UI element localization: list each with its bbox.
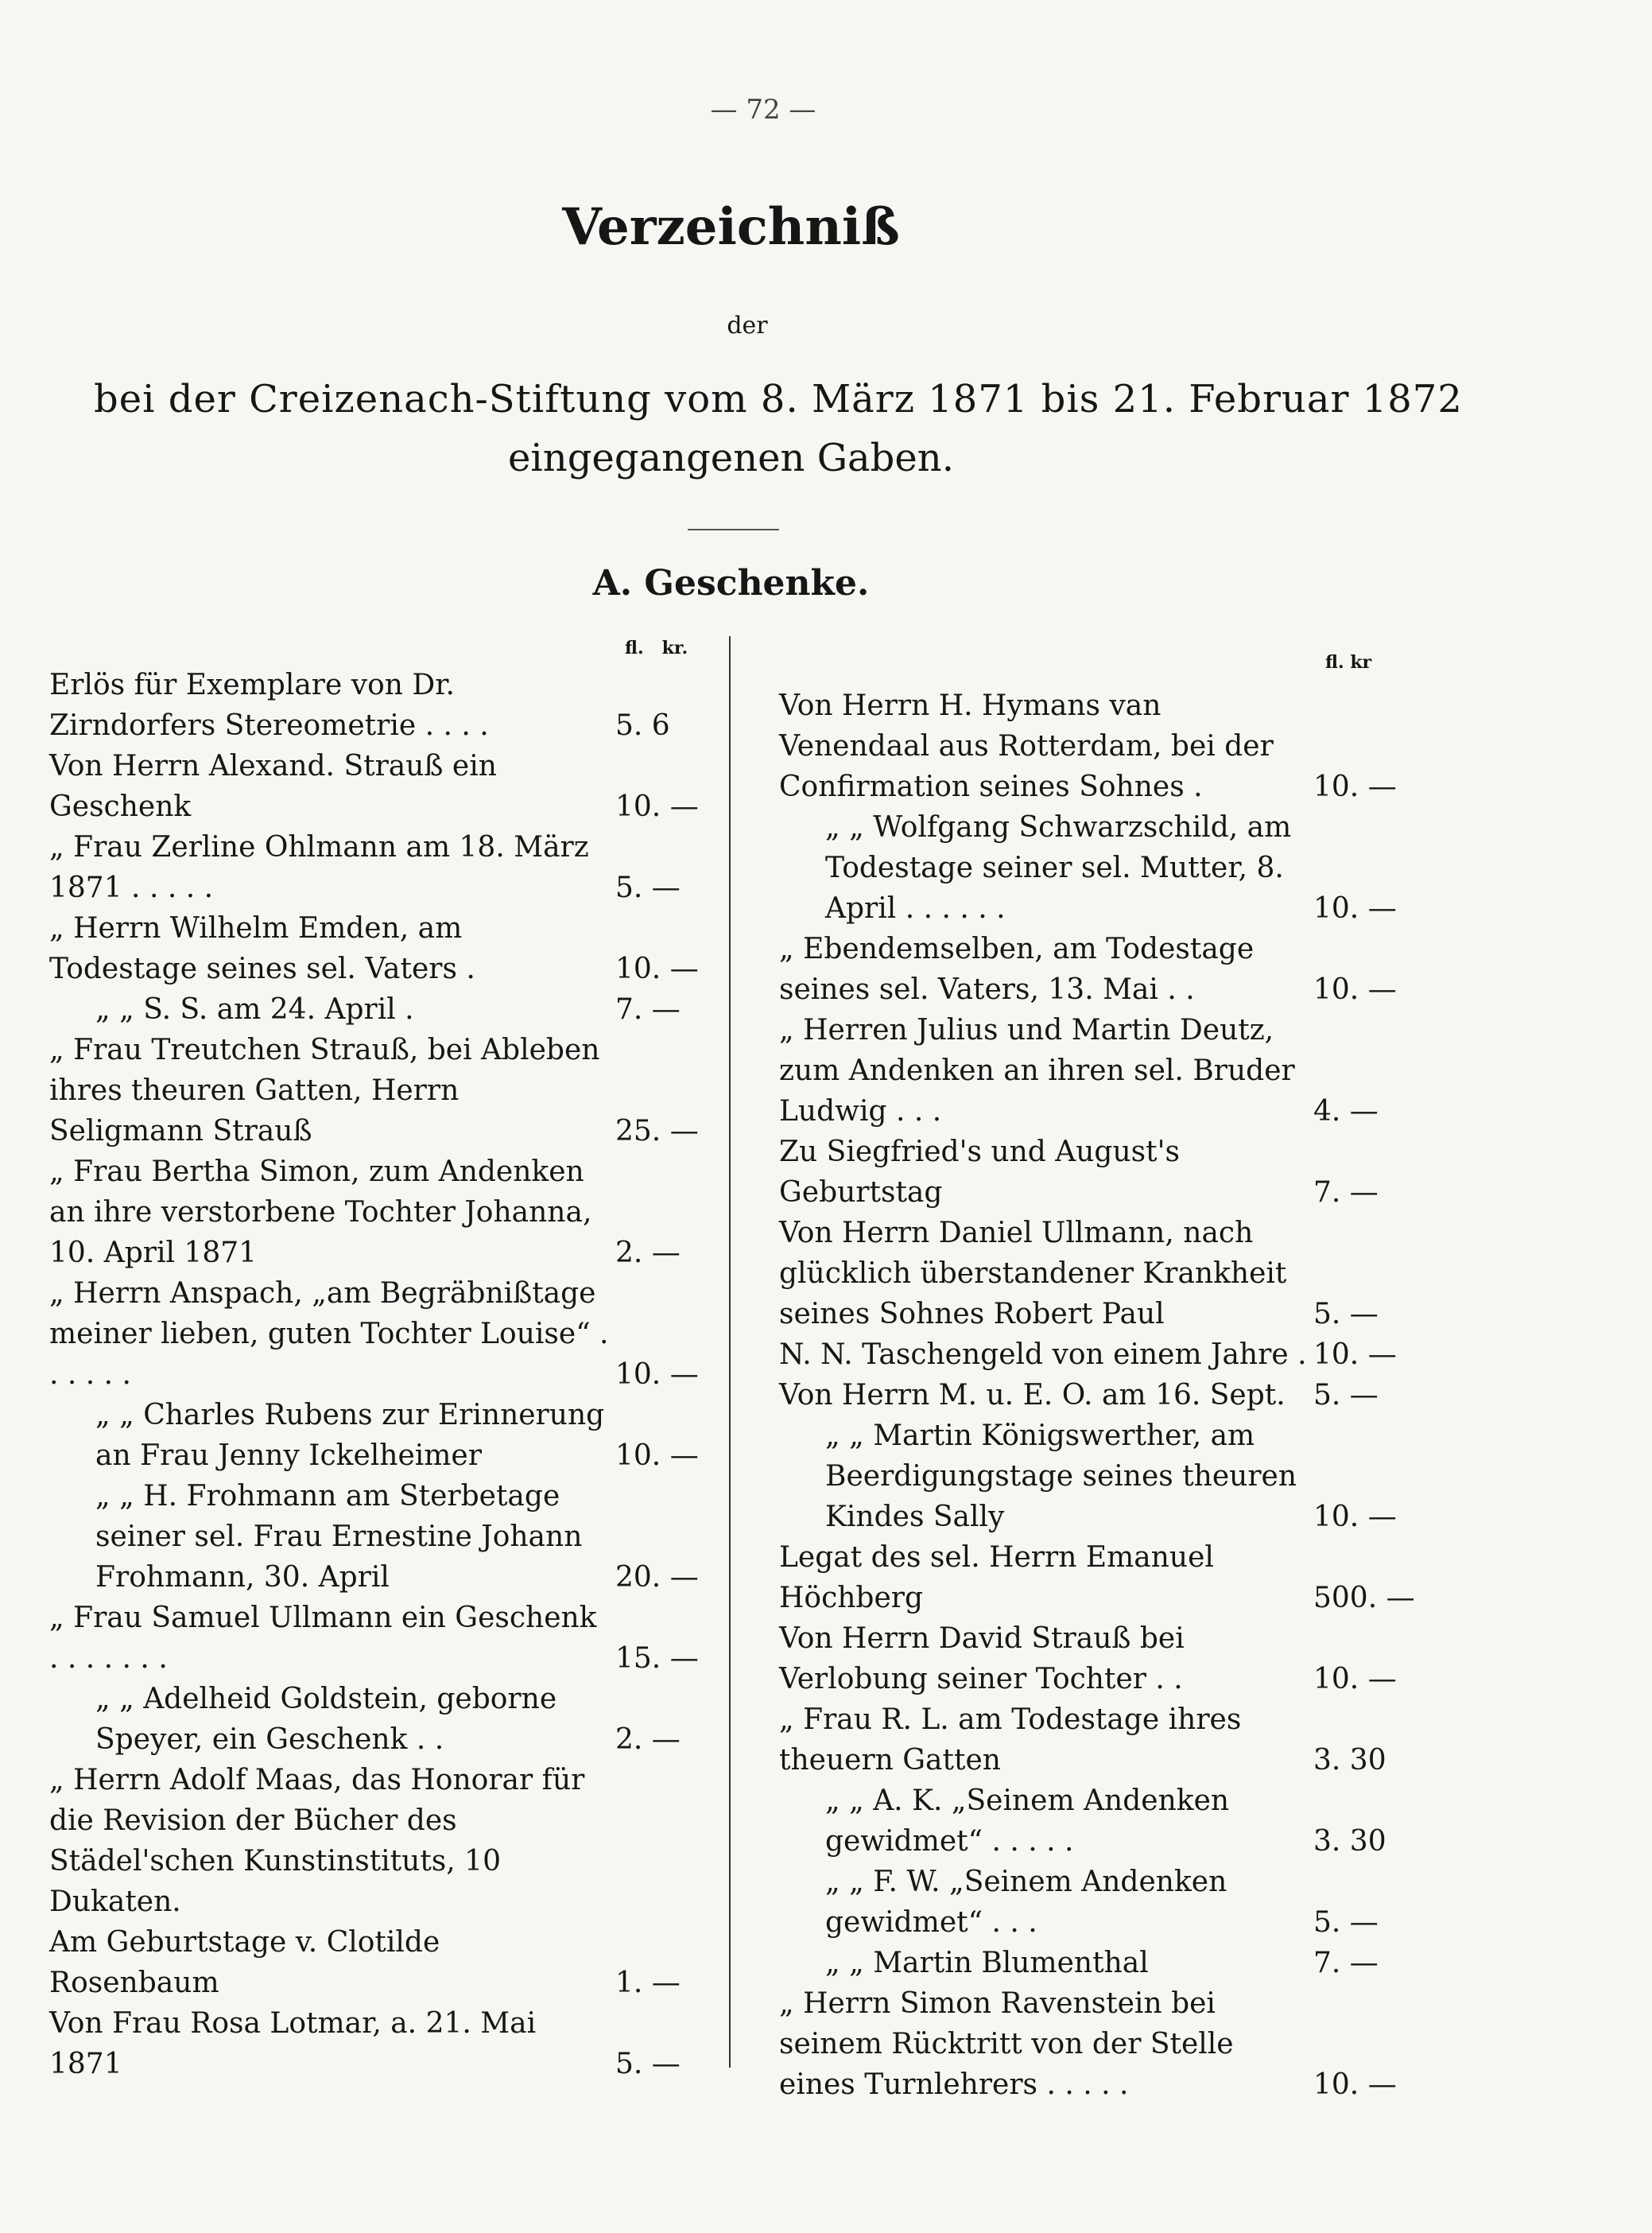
donation-text: „ Frau R. L. am Todestage ihres theuern Gatten: [779, 1703, 1242, 1777]
donation-entry: [779, 685, 1399, 807]
donation-entry: [779, 1983, 1399, 2105]
donation-text: Von Herrn Alexand. Strauß ein Geschenk: [49, 750, 497, 823]
donation-text: „ „ Martin Blumenthal: [825, 1947, 1149, 1979]
donation-text: „ „ Charles Rubens zur Erinnerung an Frau Jenny Ickelheimer: [95, 1399, 605, 1472]
donation-entry: [49, 1151, 701, 1273]
donation-text: „ Frau Samuel Ullmann ein Geschenk . . . . . . .: [49, 1602, 597, 1675]
donation-amount: 10. —: [1313, 2068, 1397, 2101]
donation-text: „ Herrn Adolf Maas, das Honorar für die Revision der Bücher des Städel'schen Kunstinstituts, 10 Dukaten.: [49, 1764, 585, 1918]
title-divider: [688, 529, 779, 530]
donation-text: Von Herrn M. u. E. O. am 16. Sept.: [779, 1379, 1286, 1412]
donation-entry: [49, 2003, 701, 2084]
donation-amount: 500. —: [1313, 1582, 1415, 1614]
donation-entry: [49, 746, 701, 827]
donation-entry: [779, 1334, 1399, 1375]
donation-entry: [779, 1862, 1399, 1943]
donation-text: „ „ Wolfgang Schwarzschild, am Todestage seiner sel. Mutter, 8. April . . . . . .: [825, 811, 1292, 925]
donation-amount: 10. —: [615, 790, 699, 823]
donation-entry: [49, 1395, 701, 1476]
donation-amount: 10. —: [1313, 1338, 1397, 1371]
right-column-donations: [779, 685, 1415, 2105]
donation-entry: [779, 1537, 1415, 1618]
donation-amount: 20. —: [615, 1561, 699, 1594]
donation-text: Am Geburtstage v. Clotilde Rosenbaum: [49, 1926, 440, 1999]
donation-amount: 4. —: [1313, 1095, 1379, 1128]
donation-amount: 10. —: [615, 953, 699, 985]
donation-text: Von Frau Rosa Lotmar, a. 21. Mai 1871: [49, 2007, 537, 2080]
donation-text: Von Herrn Daniel Ullmann, nach glücklich überstandener Krankheit seines Sohnes Robert Paul: [779, 1217, 1287, 1330]
donation-entry: [49, 1476, 701, 1598]
donation-amount: 3. 30: [1313, 1825, 1386, 1858]
donation-entry: [49, 989, 701, 1030]
donation-amount: 5. —: [1313, 1379, 1379, 1412]
donation-text: „ Ebendemselben, am Todestage seines sel. Vaters, 13. Mai . .: [779, 933, 1255, 1006]
donation-amount: 2. —: [615, 1237, 681, 1269]
donation-entry: [49, 1922, 701, 2003]
donation-entry: [779, 1943, 1399, 1983]
donation-entry: [779, 1375, 1399, 1416]
donation-text: „ „ Martin Königswerther, am Beerdigungstage seines theuren Kindes Sally: [825, 1419, 1297, 1533]
donation-entry: [779, 1618, 1399, 1699]
donation-text: Zu Siegfried's und August's Geburtstag: [779, 1136, 1180, 1209]
donation-text: Von Herrn David Strauß bei Verlobung seiner Tochter . .: [779, 1622, 1185, 1695]
page-title: Verzeichniß: [562, 197, 900, 257]
donation-text: „ „ S. S. am 24. April .: [95, 993, 414, 1026]
donation-amount: 3. 30: [1313, 1744, 1386, 1777]
donation-entry: [49, 1598, 701, 1679]
donation-amount: 1. —: [615, 1967, 681, 1999]
left-currency-units: [625, 638, 688, 658]
donation-text: „ „ Adelheid Goldstein, geborne Speyer, ein Geschenk . .: [95, 1683, 557, 1756]
page-number: — 72 —: [710, 94, 816, 126]
donation-entry: [779, 1010, 1399, 1132]
donation-entry: [779, 1699, 1399, 1781]
donation-entry: [779, 929, 1399, 1010]
donation-text: „ Herrn Wilhelm Emden, am Todestage seines sel. Vaters .: [49, 912, 475, 985]
donation-amount: 5. —: [1313, 1906, 1379, 1939]
donation-text: Legat des sel. Herrn Emanuel Höchberg: [779, 1541, 1214, 1614]
donation-amount: 10. —: [615, 1358, 699, 1391]
donation-entry: [779, 1132, 1399, 1213]
donation-amount: 10. —: [1313, 1501, 1397, 1533]
donation-amount: 15. —: [615, 1642, 699, 1675]
left-column-donations: [49, 665, 701, 2084]
donation-amount: 10. —: [1313, 973, 1397, 1006]
donation-amount: 5. —: [615, 872, 681, 904]
donation-entry: [49, 827, 701, 908]
donation-amount: 7. —: [1313, 1947, 1379, 1979]
donation-text: „ Herren Julius und Martin Deutz, zum Andenken an ihren sel. Bruder Ludwig . . .: [779, 1014, 1295, 1128]
donation-entry: [779, 807, 1399, 929]
donation-entry: [49, 1273, 701, 1395]
donation-text: „ „ H. Frohmann am Sterbetage seiner sel. Frau Ernestine Johann Frohmann, 30. April: [95, 1480, 583, 1594]
donation-text: Von Herrn H. Hymans van Venendaal aus Rotterdam, bei der Confirmation seines Sohnes .: [779, 689, 1274, 803]
donation-text: „ „ A. K. „Seinem Andenken gewidmet“ . . . . .: [825, 1784, 1230, 1858]
donation-text: Erlös für Exemplare von Dr. Zirndorfers Stereometrie . . . .: [49, 669, 489, 742]
donation-amount: 7. —: [1313, 1176, 1379, 1209]
donation-amount: 2. —: [615, 1723, 681, 1756]
donation-entry: [49, 908, 701, 989]
donation-entry: [49, 1760, 701, 1922]
donation-amount: 10. —: [1313, 771, 1397, 803]
unit-kr: kr.: [661, 638, 688, 658]
right-currency-units: fl. kr: [1325, 652, 1372, 673]
column-divider: [729, 636, 731, 2068]
donation-amount: 5. 6: [615, 709, 670, 742]
donation-entry: [49, 665, 701, 746]
donation-text: „ Herrn Simon Ravenstein bei seinem Rücktritt von der Stelle eines Turnlehrers . . . . .: [779, 1987, 1234, 2101]
donation-amount: 10. —: [1313, 1663, 1397, 1695]
donation-amount: 10. —: [615, 1439, 699, 1472]
donation-amount: 25. —: [615, 1115, 699, 1148]
title-connector: der: [727, 312, 768, 340]
donation-entry: [779, 1213, 1399, 1334]
donation-amount: 5. —: [615, 2048, 681, 2080]
donation-entry: [779, 1781, 1399, 1862]
donation-amount: 7. —: [615, 993, 681, 1026]
donation-entry: [779, 1416, 1399, 1537]
unit-fl: fl.: [625, 638, 644, 658]
donation-amount: 5. —: [1313, 1298, 1379, 1330]
donation-entry: [49, 1679, 701, 1760]
subtitle-line-1: bei der Creizenach-Stiftung vom 8. März 1871 bis 21. Februar 1872: [94, 377, 1463, 421]
donation-text: „ Frau Treutchen Strauß, bei Ableben ihres theuren Gatten, Herrn Seligmann Strauß: [49, 1034, 600, 1148]
donation-text: „ Herrn Anspach, „am Begräbnißtage meiner lieben, guten Tochter Louise“ . . . . . .: [49, 1277, 609, 1391]
donation-text: „ Frau Zerline Ohlmann am 18. März 1871 . . . . .: [49, 831, 589, 904]
donation-entry: [49, 1030, 701, 1151]
subtitle-line-2: eingegangenen Gaben.: [508, 436, 954, 480]
donation-text: N. N. Taschengeld von einem Jahre .: [779, 1338, 1307, 1371]
section-heading: A. Geschenke.: [592, 563, 870, 604]
donation-text: „ Frau Bertha Simon, zum Andenken an ihre verstorbene Tochter Johanna, 10. April 1871: [49, 1155, 592, 1269]
donation-text: „ „ F. W. „Seinem Andenken gewidmet“ . . .: [825, 1866, 1227, 1939]
donation-amount: 10. —: [1313, 892, 1397, 925]
